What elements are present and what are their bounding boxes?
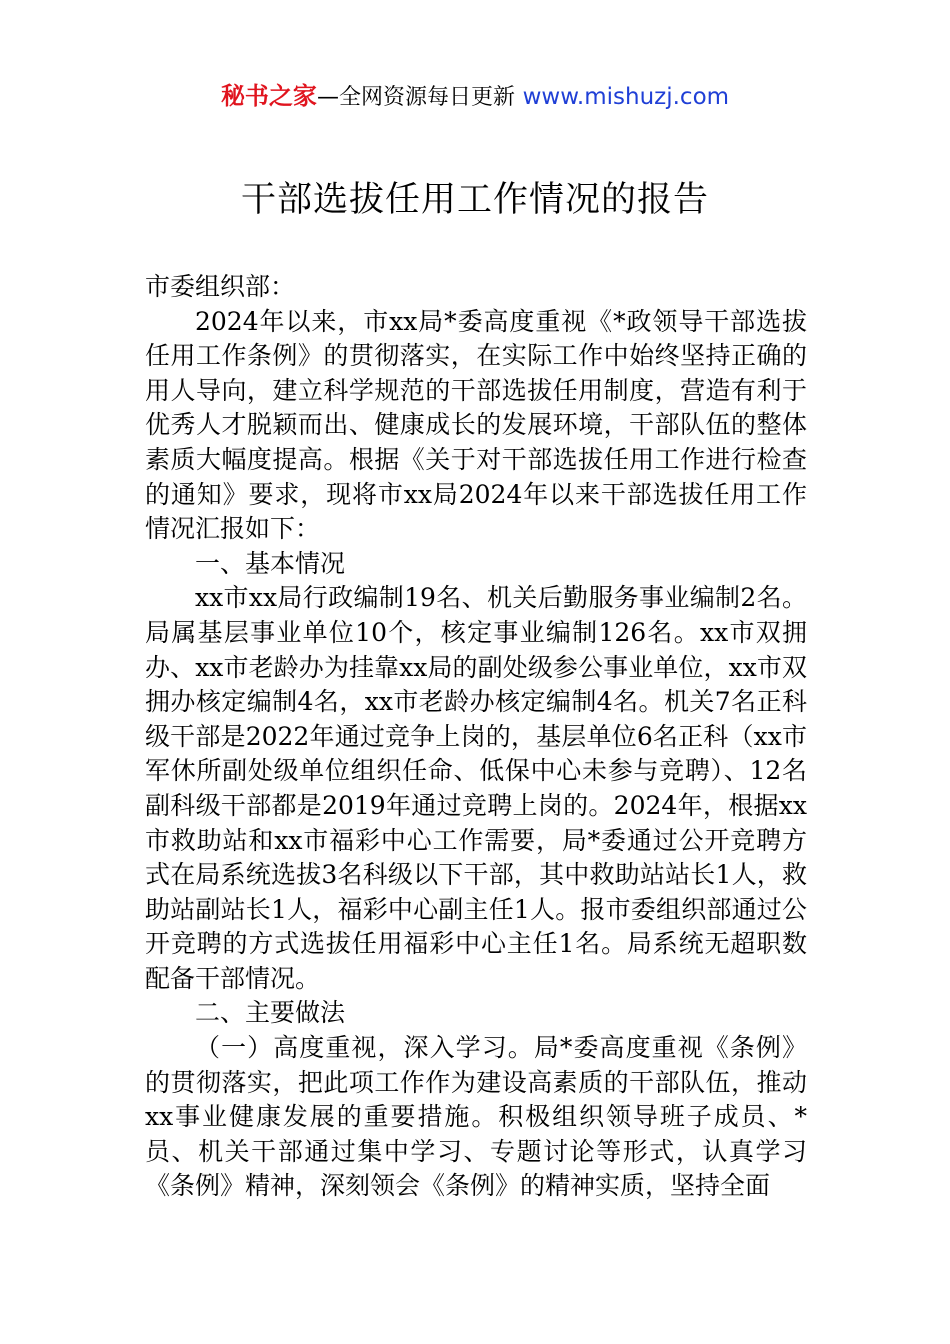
site-url-link[interactable]: www.mishuzj.com — [522, 84, 730, 110]
section-heading-main-practices: 二、主要做法 — [195, 998, 346, 1028]
site-tagline: —全网资源每日更新 — [316, 85, 515, 110]
document-body — [145, 270, 807, 1204]
brand-name: 秘书之家 — [220, 82, 317, 110]
intro-paragraph: 2024年以来，市xx局*委高度重视《*政领导干部选拔任用工作条例》的贯彻落实，在实际工作中始终坚持正确的用人导向，建立科学规范的干部选拔任用制度，营造有利于优秀人才脱颖而出、健康成长的发展环境，干部队伍的整体素质大幅度提高。根据《关于对干部选拔任用工作进行检查的通知》要求，现将市xx局2024年以来干部选拔任用工作情况汇报如下： — [145, 306, 807, 544]
main-practices-paragraph: （一）高度重视，深入学习。局*委高度重视《条例》的贯彻落实，把此项工作作为建设高素质的干部队伍，推动xx事业健康发展的重要措施。积极组织领导班子成员、*员、机关干部通过集中学习、专题讨论等形式，认真学习《条例》精神，深刻领会《条例》的精神实质，坚持全面 — [145, 1033, 807, 1201]
basic-situation-paragraph: xx市xx局行政编制19名、机关后勤服务事业编制2名。局属基层事业单位10个，核定事业编制126名。xx市双拥办、xx市老龄办为挂靠xx局的副处级参公事业单位，xx市双拥办核定编制4名，xx市老龄办核定编制4名。机关7名正科级干部是2022年通过竞争上岗的，基层单位6名正科（xx市军休所副处级单位组织任命、低保中心未参与竞聘）、12名副科级干部都是2019年通过竞聘上岗的。2024年，根据xx市救助站和xx市福彩中心工作需要，局*委通过公开竞聘方式在局系统选拔3名科级以下干部，其中救助站站长1人，救助站副站长1人，福彩中心副主任1人。报市委组织部通过公开竞聘的方式选拔任用福彩中心主任1名。局系统无超职数配备干部情况。 — [145, 583, 807, 993]
salutation: 市委组织部： — [145, 272, 296, 301]
document-title: 干部选拔任用工作情况的报告 — [240, 180, 709, 220]
section-heading-basic-situation: 一、基本情况 — [195, 548, 346, 578]
site-header-banner — [0, 80, 950, 114]
